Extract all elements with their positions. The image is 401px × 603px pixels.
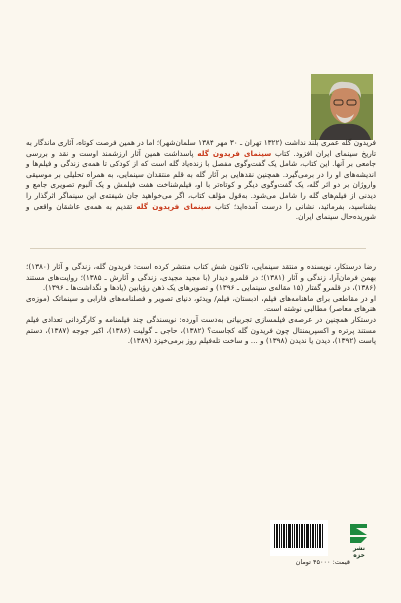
book-description (26, 138, 376, 223)
price-value: ۴۵۰۰۰ (313, 558, 331, 566)
price (270, 558, 350, 566)
section-divider (30, 248, 366, 249)
price-unit: تومان (295, 558, 311, 566)
price-label: قیمت: (332, 558, 350, 566)
author-photo (311, 74, 373, 140)
author-bio-paragraph-3: درستکار همچنین در عرصه‌ی فیلمسازی تجربیاتی به‌دست آورده: نویسندگی چند فیلمنامه و کارگردانی تعدادی فیلم مستند پرتره و اکسپریمنتال چون فریدون گله کجاست؟ (۱۳۸۲)، حاجی ـ گولیت (۱۳۸۶)، اکبر جوجه (۱۳۸۷)، دستم پاست (۱۳۹۲)، دیدن یا ندیدن (۱۳۹۸) و ... و ساخت تله‌فیلم روز برمی‌خیزد (۱۳۸۹). (26, 314, 376, 346)
author-bio-paragraph-1: رضا درستکار، نویسنده و منتقد سینمایی، تاکنون شش کتاب منتشر کرده است: فریدون گله، زندگی و آثار (۱۳۸۰)؛ بهمن فرمان‌آرا، زندگی و آثار (۱۳۸۱)؛ در قلمرو دیدار (با مجید مجیدی، زندگی و آثارش ـ ۱۳۸۵)؛ روایت‌های مستند (۱۳۸۶)، در قلمرو گفتار (۱۵ مقاله‌ی سینمایی ـ ۱۳۹۶) و تصویرهای یک ذهن رؤیابین (یادها و نگداشت‌ها ـ ۱۳۹۶). (26, 262, 376, 293)
author-bio-paragraph-2: او در مقاطعی برای ماهنامه‌های فیلم، ادبستان، فیلم/ ویدئو، دنیای تصویر و فصلنامه‌های فارابی و سینماتک (موزه‌ی هنرهای معاصر) مطالبی نوشته است. (26, 293, 376, 314)
publisher-name: نشر خزه (352, 545, 366, 559)
description-text-2: پاسداشت همین آثار ارزشمند اوست و نقد و بررسی جامعی بر آنها. این کتاب، شامل یک گفت‌وگوی مفصل با زنده‌یاد گله است که از کودکی تا همه‌ی زندگی و فیلم‌ها و اندیشه‌های او را در برمی‌گیرد. همچنین نقدهایی بر آثار گله به قلم منتقدان سینمایی، به همراه تحلیلی بر موسیقی واروژان بر دو اثر گله، یک گفت‌وگوی دیگر و کوتاه‌تر با او، فیلم‌شناخت هفت فیلمش و یک آلبوم تصویری جامع و دیدنی از فیلم‌های گله را شامل می‌شود. به‌قول مؤلف کتاب، اگر می‌خواهید جان شیفته‌ی این سینماگر اثرگذار را بشناسید، بفرمائید، نشانی را درست آمده‌اید؛ کتاب (26, 148, 377, 211)
author-portrait-image (311, 74, 373, 140)
publisher-logo (347, 521, 371, 557)
book-title-highlight: سینمای فریدون گله (197, 148, 272, 158)
description-text-1: فریدون گله عمری بلند نداشت (۱۳۲۲ تهران ـ ۳۰ مهر ۱۳۸۴ سلمان‌شهر)؛ اما در همین فرصت کوتاه، آثاری ماندگار به تاریخ سینمای ایران افزود. کتاب (26, 138, 377, 158)
author-bio (26, 262, 376, 347)
isbn-barcode (270, 520, 328, 556)
book-title-highlight-2: سینمای فریدون گله (136, 201, 212, 211)
description-text-3: تقدیم به همه‌ی عاشقان واقعی و شوریده‌حال سینمای ایران. (26, 201, 376, 222)
barcode-icon (270, 520, 328, 556)
